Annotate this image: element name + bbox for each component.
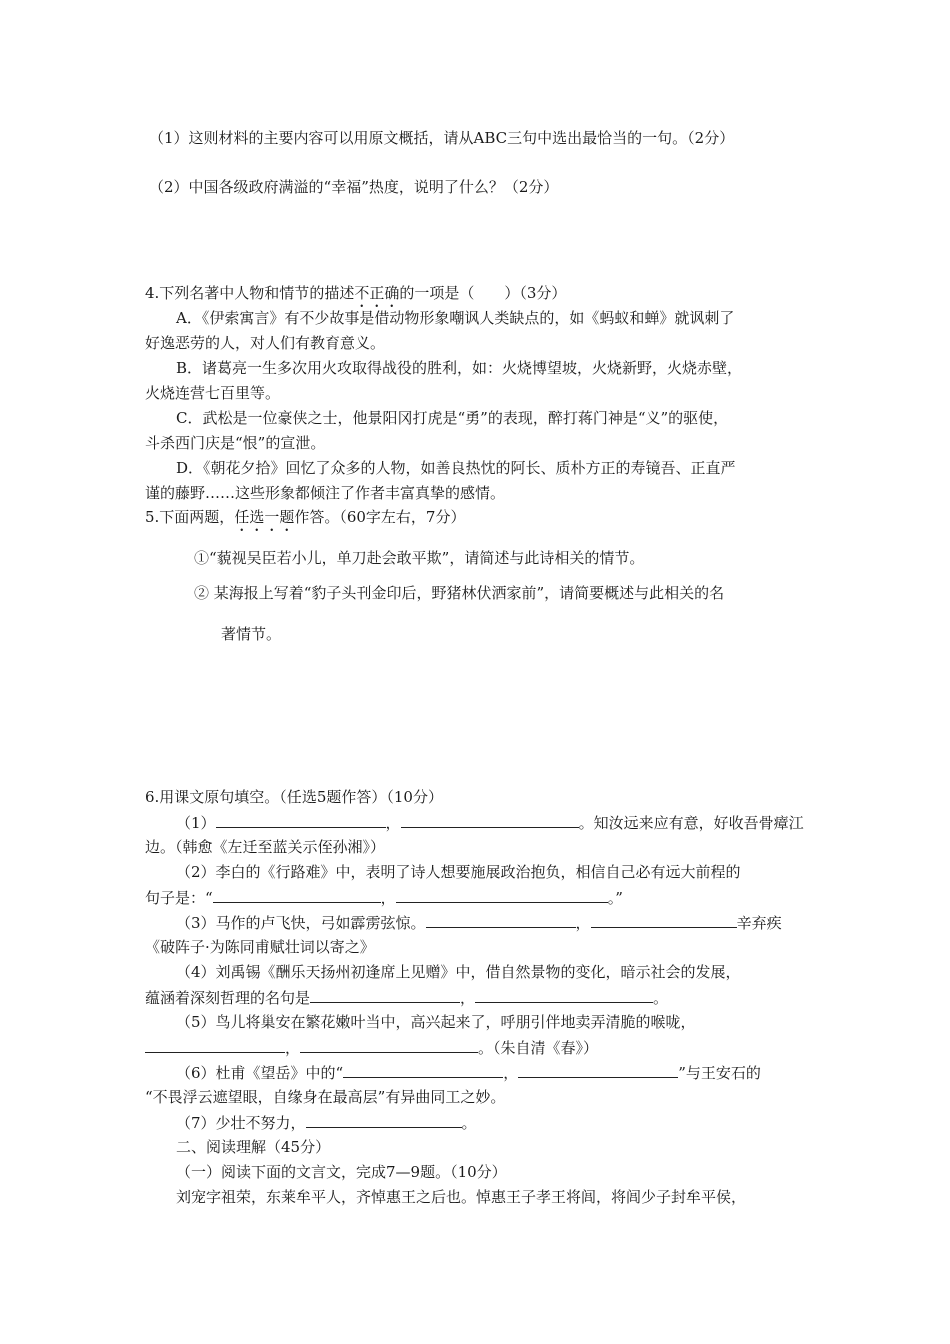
q6-item-7-prefix: （7）少壮不努力， — [176, 1114, 306, 1132]
fill-blank[interactable] — [216, 812, 386, 828]
q6-item-3-suffix: 辛弃疾 — [736, 914, 782, 932]
q6-item-3 — [176, 912, 782, 933]
q4-option-c-line2: 斗杀西门庆是“恨”的宣泄。 — [145, 434, 326, 452]
q6-item-2 — [145, 887, 623, 908]
q6-item-3-prefix: （3）马作的卢飞快，弓如霹雳弦惊。 — [176, 914, 426, 932]
q6-item-3-line2: 《破阵子·为陈同甫赋壮词以寄之》 — [145, 938, 375, 956]
q6-item-1-suffix: 。知汝远来应有意，好收吾骨瘴江 — [578, 814, 804, 832]
q6-item-1 — [176, 812, 804, 833]
q5-stem — [145, 507, 465, 535]
q6-item-4 — [145, 987, 668, 1008]
q4-stem-emphasis: 不正确 — [354, 284, 400, 302]
q6-item-6-line2: “不畏浮云遮望眼，自缘身在最高层”有异曲同工之妙。 — [145, 1088, 506, 1106]
q4-option-a-line1: A．《伊索寓言》有不少故事是借动物形象嘲讽人类缺点的，如《蚂蚁和蝉》就讽刺了 — [176, 309, 735, 327]
q6-item-6 — [176, 1062, 761, 1083]
q6-item-7-suffix: 。 — [461, 1114, 477, 1132]
q6-item-4-comma: ， — [460, 989, 476, 1007]
q6-item-5-comma: ， — [285, 1039, 301, 1057]
q6-item-4-suffix: 。 — [653, 989, 669, 1007]
q4-stem — [145, 283, 566, 311]
q6-item-6-comma: ， — [503, 1064, 519, 1082]
q6-item-2-suffix: 。” — [607, 889, 623, 907]
passage-text: 刘宠字祖荣，东莱牟平人，齐悼惠王之后也。悼惠王子孝王将闾，将闾少子封牟平侯， — [176, 1188, 747, 1206]
q5-stem-emphasis: 任选一题 — [234, 508, 295, 526]
fill-blank[interactable] — [300, 1037, 478, 1053]
fill-blank[interactable] — [401, 812, 579, 828]
section-heading: 二、阅读理解（45分） — [176, 1138, 331, 1156]
q6-item-5-suffix: 。（朱自清《春》） — [478, 1039, 599, 1057]
fill-blank[interactable] — [310, 987, 460, 1003]
q5-option-1: ①“藐视吴臣若小儿，单刀赴会敢平欺”，请简述与此诗相关的情节。 — [194, 549, 645, 567]
q6-stem: 6.用课文原句填空。（任选5题作答）（10分） — [145, 788, 443, 806]
q6-item-4-prefix: 蕴涵着深刻哲理的名句是 — [145, 989, 311, 1007]
q6-item-5 — [145, 1037, 598, 1058]
q6-item-2-line1: （2）李白的《行路难》中，表明了诗人想要施展政治抱负，相信自己必有远大前程的 — [176, 863, 741, 881]
q4-option-c-line1: C．武松是一位豪侠之士，他景阳冈打虎是“勇”的表现，醉打蒋门神是“义”的驱使， — [176, 409, 729, 427]
q3-sub2: （2）中国各级政府满溢的“幸福”热度，说明了什么？（2分） — [149, 178, 559, 196]
fill-blank[interactable] — [591, 912, 737, 928]
fill-blank[interactable] — [475, 987, 653, 1003]
q5-option-2-line2: 著情节。 — [221, 625, 282, 643]
q3-sub1: （1）这则材料的主要内容可以用原文概括，请从ABC三句中选出最恰当的一句。（2分） — [149, 129, 735, 147]
q6-item-4-line1: （4）刘禹锡《酬乐天扬州初逢席上见赠》中，借自然景物的变化，暗示社会的发展， — [176, 963, 741, 981]
q4-option-a-line2: 好逸恶劳的人，对人们有教育意义。 — [145, 334, 386, 352]
q4-option-b-line1: B．诸葛亮一生多次用火攻取得战役的胜利，如：火烧博望坡，火烧新野，火烧赤壁， — [176, 359, 743, 377]
q6-item-6-suffix: ”与王安石的 — [678, 1064, 761, 1082]
fill-blank[interactable] — [306, 1112, 462, 1128]
q5-stem-start: 5.下面两题， — [145, 508, 235, 526]
q6-item-2-prefix: 句子是：“ — [145, 889, 213, 907]
q5-stem-end: 作答。（60字左右，7分） — [294, 508, 466, 526]
fill-blank[interactable] — [213, 887, 381, 903]
q6-item-3-comma: ， — [575, 914, 591, 932]
q6-item-6-prefix: （6）杜甫《望岳》中的“ — [176, 1064, 344, 1082]
q4-option-d-line1: D．《朝花夕拾》回忆了众多的人物，如善良热忱的阿长、质朴方正的寿镜吾、正直严 — [176, 459, 736, 477]
fill-blank[interactable] — [518, 1062, 678, 1078]
fill-blank[interactable] — [396, 887, 608, 903]
fill-blank[interactable] — [426, 912, 576, 928]
fill-blank[interactable] — [145, 1037, 285, 1053]
q6-item-5-line1: （5）鸟儿将巢安在繁花嫩叶当中，高兴起来了，呼朋引伴地卖弄清脆的喉咙， — [176, 1013, 696, 1031]
q6-item-7 — [176, 1112, 477, 1133]
q4-option-b-line2: 火烧连营七百里等。 — [145, 384, 281, 402]
q6-item-1-prefix: （1） — [176, 814, 216, 832]
q6-item-1-line2: 边。（韩愈《左迁至蓝关示侄孙湘》） — [145, 838, 386, 856]
q4-option-d-line2: 谨的藤野……这些形象都倾注了作者丰富真挚的感情。 — [145, 484, 506, 502]
q6-item-1-comma: ， — [385, 814, 401, 832]
q6-item-2-comma: ， — [380, 889, 396, 907]
q5-option-2-line1: ② 某海报上写着“豹子头刊金印后，野猪林伏洒家前”，请简要概述与此相关的名 — [194, 584, 725, 602]
q4-stem-start: 4.下列名著中人物和情节的描述 — [145, 284, 355, 302]
passage-instruction: （一）阅读下面的文言文，完成7—9题。（10分） — [176, 1163, 507, 1181]
fill-blank[interactable] — [343, 1062, 503, 1078]
q4-stem-end: 的一项是（ ）（3分） — [399, 284, 567, 302]
